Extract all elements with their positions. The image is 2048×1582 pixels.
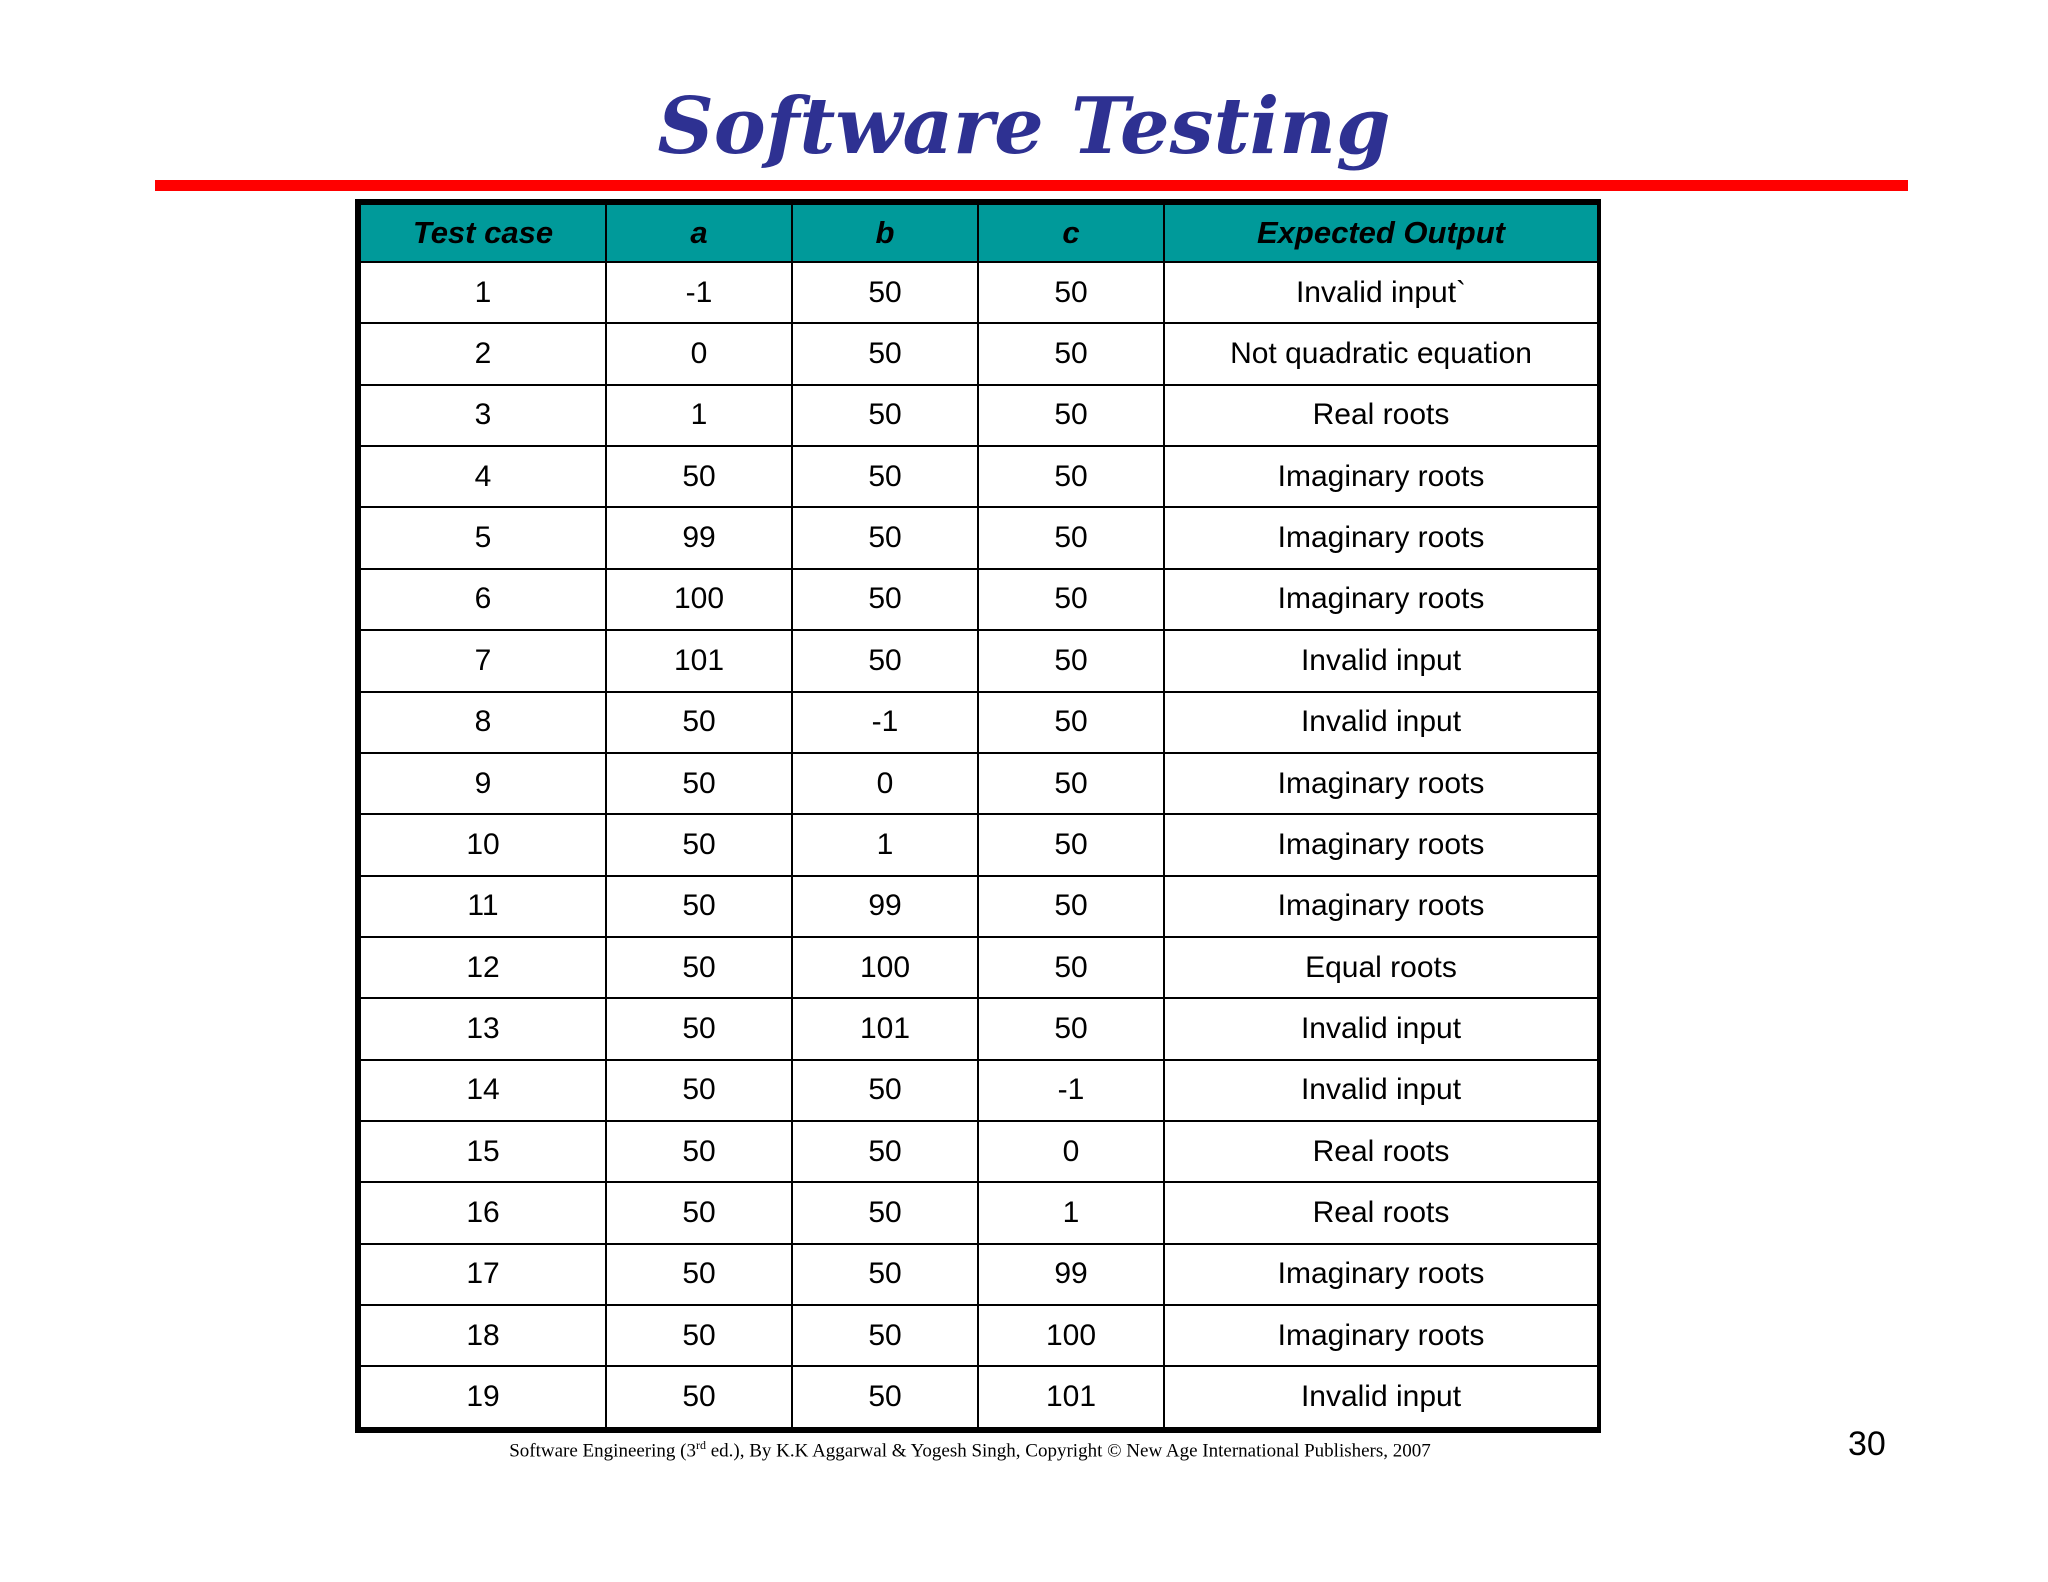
footer-text-end: ed.), By K.K Aggarwal & Yogesh Singh, Copyright © New Age International Publishers, 2007 — [706, 1440, 1431, 1462]
cell-test-case: 9 — [360, 753, 606, 814]
cell-test-case: 12 — [360, 937, 606, 998]
table-row — [360, 262, 1598, 323]
cell-c: 50 — [978, 753, 1164, 814]
cell-b: 50 — [792, 323, 978, 384]
cell-a: 50 — [606, 1121, 792, 1182]
cell-b: 50 — [792, 507, 978, 568]
cell-test-case: 4 — [360, 446, 606, 507]
cell-a: 0 — [606, 323, 792, 384]
cell-b: 50 — [792, 1366, 978, 1428]
cell-c: 1 — [978, 1182, 1164, 1243]
cell-test-case: 5 — [360, 507, 606, 568]
cell-test-case: 18 — [360, 1305, 606, 1366]
header-expected-output: Expected Output — [1164, 204, 1598, 262]
cell-b: 50 — [792, 262, 978, 323]
cell-test-case: 19 — [360, 1366, 606, 1428]
slide-title: Software Testing — [657, 81, 1391, 172]
cell-test-case: 17 — [360, 1244, 606, 1305]
test-case-table — [359, 203, 1599, 1429]
cell-a: 50 — [606, 814, 792, 875]
table-row — [360, 937, 1598, 998]
table-row — [360, 1366, 1598, 1428]
cell-c: 50 — [978, 385, 1164, 446]
cell-c: 50 — [978, 323, 1164, 384]
cell-test-case: 16 — [360, 1182, 606, 1243]
test-case-table-container — [355, 199, 1601, 1433]
cell-expected-output: Not quadratic equation — [1164, 323, 1598, 384]
cell-c: 101 — [978, 1366, 1164, 1428]
table-row — [360, 753, 1598, 814]
cell-a: 50 — [606, 1182, 792, 1243]
cell-a: 50 — [606, 998, 792, 1059]
cell-a: 50 — [606, 937, 792, 998]
cell-b: 50 — [792, 569, 978, 630]
table-row — [360, 446, 1598, 507]
title-divider — [155, 180, 1908, 191]
cell-c: 50 — [978, 814, 1164, 875]
cell-b: 50 — [792, 1121, 978, 1182]
cell-b: 101 — [792, 998, 978, 1059]
cell-expected-output: Real roots — [1164, 1121, 1598, 1182]
table-row — [360, 507, 1598, 568]
footer-superscript: rd — [696, 1438, 706, 1452]
cell-a: 50 — [606, 692, 792, 753]
cell-expected-output: Imaginary roots — [1164, 569, 1598, 630]
cell-expected-output: Invalid input` — [1164, 262, 1598, 323]
cell-c: 50 — [978, 507, 1164, 568]
cell-c: 50 — [978, 262, 1164, 323]
cell-a: 50 — [606, 876, 792, 937]
table-body — [360, 262, 1598, 1428]
table-row — [360, 876, 1598, 937]
cell-expected-output: Invalid input — [1164, 630, 1598, 691]
cell-b: 50 — [792, 1182, 978, 1243]
table-row — [360, 1305, 1598, 1366]
cell-expected-output: Invalid input — [1164, 998, 1598, 1059]
cell-test-case: 13 — [360, 998, 606, 1059]
table-row — [360, 998, 1598, 1059]
cell-expected-output: Imaginary roots — [1164, 753, 1598, 814]
cell-expected-output: Invalid input — [1164, 692, 1598, 753]
cell-b: 50 — [792, 630, 978, 691]
cell-b: 50 — [792, 385, 978, 446]
cell-a: 50 — [606, 753, 792, 814]
table-row — [360, 1182, 1598, 1243]
cell-test-case: 10 — [360, 814, 606, 875]
cell-c: 0 — [978, 1121, 1164, 1182]
table-row — [360, 1121, 1598, 1182]
cell-test-case: 11 — [360, 876, 606, 937]
cell-b: 50 — [792, 446, 978, 507]
cell-a: 99 — [606, 507, 792, 568]
cell-test-case: 6 — [360, 569, 606, 630]
cell-c: -1 — [978, 1060, 1164, 1121]
cell-test-case: 15 — [360, 1121, 606, 1182]
cell-c: 50 — [978, 998, 1164, 1059]
cell-a: 100 — [606, 569, 792, 630]
cell-b: 50 — [792, 1060, 978, 1121]
table-row — [360, 569, 1598, 630]
cell-a: 50 — [606, 1366, 792, 1428]
table-row — [360, 692, 1598, 753]
cell-expected-output: Imaginary roots — [1164, 814, 1598, 875]
cell-test-case: 2 — [360, 323, 606, 384]
cell-b: 99 — [792, 876, 978, 937]
footer-citation — [0, 1438, 1940, 1462]
table-header-row — [360, 204, 1598, 262]
cell-expected-output: Equal roots — [1164, 937, 1598, 998]
cell-b: 50 — [792, 1305, 978, 1366]
cell-a: 50 — [606, 1305, 792, 1366]
cell-b: 0 — [792, 753, 978, 814]
cell-c: 50 — [978, 569, 1164, 630]
table-row — [360, 1060, 1598, 1121]
cell-b: 100 — [792, 937, 978, 998]
cell-c: 50 — [978, 692, 1164, 753]
cell-test-case: 8 — [360, 692, 606, 753]
cell-expected-output: Imaginary roots — [1164, 1244, 1598, 1305]
cell-c: 100 — [978, 1305, 1164, 1366]
cell-expected-output: Real roots — [1164, 385, 1598, 446]
cell-c: 99 — [978, 1244, 1164, 1305]
table-row — [360, 814, 1598, 875]
cell-expected-output: Imaginary roots — [1164, 446, 1598, 507]
cell-b: 50 — [792, 1244, 978, 1305]
cell-test-case: 14 — [360, 1060, 606, 1121]
cell-test-case: 7 — [360, 630, 606, 691]
cell-expected-output: Invalid input — [1164, 1060, 1598, 1121]
cell-test-case: 1 — [360, 262, 606, 323]
cell-a: 50 — [606, 1060, 792, 1121]
cell-expected-output: Imaginary roots — [1164, 1305, 1598, 1366]
header-b: b — [792, 204, 978, 262]
cell-expected-output: Imaginary roots — [1164, 507, 1598, 568]
cell-a: 1 — [606, 385, 792, 446]
table-row — [360, 1244, 1598, 1305]
page-number: 30 — [1848, 1425, 1886, 1463]
cell-c: 50 — [978, 876, 1164, 937]
table-row — [360, 323, 1598, 384]
cell-c: 50 — [978, 630, 1164, 691]
cell-a: 101 — [606, 630, 792, 691]
cell-a: 50 — [606, 446, 792, 507]
header-test-case: Test case — [360, 204, 606, 262]
header-a: a — [606, 204, 792, 262]
footer-text-start: Software Engineering (3 — [509, 1440, 696, 1462]
cell-b: -1 — [792, 692, 978, 753]
cell-expected-output: Imaginary roots — [1164, 876, 1598, 937]
cell-c: 50 — [978, 937, 1164, 998]
cell-c: 50 — [978, 446, 1164, 507]
header-c: c — [978, 204, 1164, 262]
table-row — [360, 385, 1598, 446]
cell-expected-output: Real roots — [1164, 1182, 1598, 1243]
cell-test-case: 3 — [360, 385, 606, 446]
cell-a: -1 — [606, 262, 792, 323]
cell-b: 1 — [792, 814, 978, 875]
table-row — [360, 630, 1598, 691]
cell-expected-output: Invalid input — [1164, 1366, 1598, 1428]
cell-a: 50 — [606, 1244, 792, 1305]
